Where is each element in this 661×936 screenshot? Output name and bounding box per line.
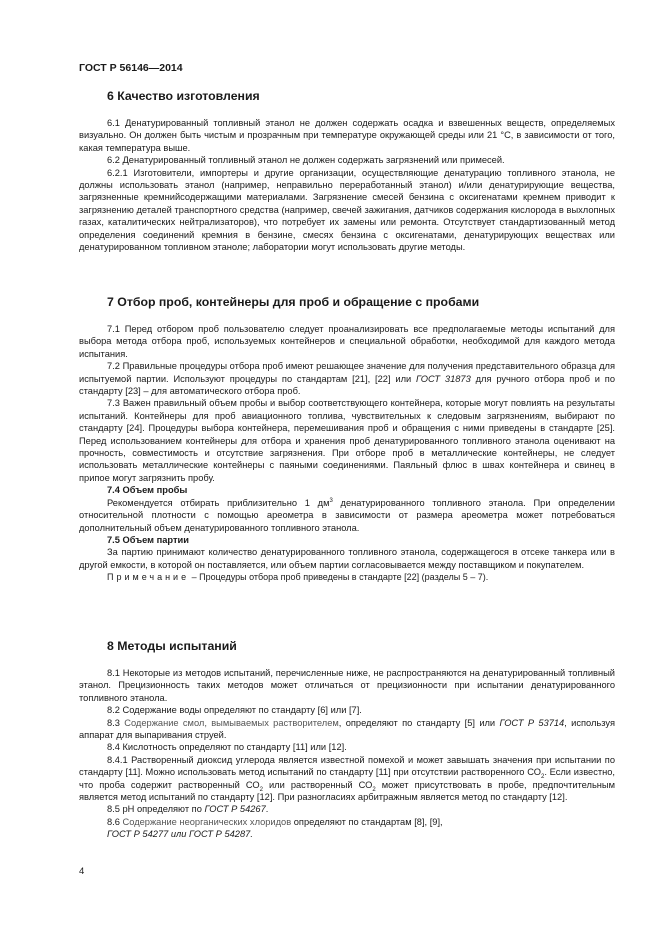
para-8-3: 8.3 Содержание смол, вымываемых растворителем, определяют по стандарту [5] или ГОСТ Р 53714, используя аппарат для выпаривания струей. — [79, 717, 615, 741]
para-7-1: 7.1 Перед отбором проб пользователю следует проанализировать все предполагаемые методы испытаний для выбора метода отбора проб, используемых контейнеров и специальной обработки, необходимой для каждого метода испытания. — [79, 324, 615, 359]
section-6-title: 6 Качество изготовления — [107, 89, 260, 103]
gost-r-54267-ref: ГОСТ Р 54267 — [204, 804, 266, 815]
para-7-2: 7.2 Правильные процедуры отбора проб имеют решающее значение для получения представительного образца для испытуемой партии. Используют процедуры по стандартам [21], [22] или ГОСТ 31873 для ручного отбора проб и по стандарту [23] – для автоматического отбора проб. — [79, 361, 615, 397]
para-8-2: 8.2 Содержание воды определяют по стандарту [6] или [7]. — [107, 705, 362, 716]
para-8-4-1: 8.4.1 Растворенный диоксид углерода является известной помехой и может завышать значения при испытании по стандарту [11]. Можно использовать метод испытаний по стандарту [11] при отсутствии растворенного $СО_2$. Если известно, что проба содержит растворенный $СО_2$ или растворенный $СО_2$ может присутствовать в пробе, предпочтительным является метод испытаний по стандарту [12]. При разногласиях арбитражным является метод по стандарту [12]. — [79, 754, 616, 803]
section-7-body — [79, 323, 615, 584]
note-label: Примечание — [107, 572, 190, 583]
para-7-4: Рекомендуется отбирать приблизительно 1 $дм^3$ денатурированного топливного этанола. При определении относительной плотности с помощью ареометра в зависимости от размера ареометра может потребоваться дополнительный объем денатурированного топливного этанола. — [79, 497, 616, 533]
para-8-1: 8.1 Некоторые из методов испытаний, перечисленные ниже, не распространяются на денатурированный топливный этанол. Прецизионность таких методов может отличаться от прецизионности при испытании денатурированного топливного этанола. — [79, 668, 615, 703]
para-6-2: 6.2 Денатурированный топливный этанол не должен содержать загрязнений или примесей. — [107, 155, 505, 166]
para-8-5: 8.5 pH определяют по ГОСТ Р 54267. — [107, 804, 269, 815]
document-header: ГОСТ Р 56146—2014 — [79, 62, 183, 74]
page-number: 4 — [79, 866, 85, 877]
para-6-2-1: 6.2.1 Изготовители, импортеры и другие организации, осуществляющие денатурацию топливного этанола, не должны использовать этанол (например, неправильно переработанный этанол) и/или денатурирующие вещества, загрязненные кремнийсодержащими материалами. Загрязнение смесей бензина с оксигенатами кремнем приводит к загрязнению деталей транспортного средства (например, свечей зажигания, датчиков содержания кислорода в выхлопных газах, каталитических нейтрализаторов), что потребует их замены или ремонта. Отсутствует стандартизованный метод определения соединений кремния в бензине, смесях бензина с оксигенатами, денатурирующих веществах или денатурированном топливном этаноле; лаборатории могут использовать другие методы. — [79, 167, 615, 253]
para-6-1: 6.1 Денатурированный топливный этанол не должен содержать осадка и взвешенных веществ, определяемых визуально. Он должен быть чистым и прозрачным при температуре окружающей среды или 21 °С, в зависимости от того, какая температура выше. — [79, 118, 615, 153]
para-8-6-cont: ГОСТ Р 54277 или ГОСТ Р 54287. — [107, 829, 253, 840]
para-7-5: За партию принимают количество денатурированного топливного этанола, содержащегося в отсеке танкера или в другой емкости, в которой он поставляется, или объем партии согласовывается между поставщиком и покупателем. — [79, 547, 615, 570]
para-8-6: 8.6 Содержание неорганических хлоридов определяют по стандартам [8], [9], — [107, 816, 443, 827]
section-7-title: 7 Отбор проб, контейнеры для проб и обращение с пробами — [107, 295, 480, 309]
gost-r-53714-ref: ГОСТ Р 53714 — [499, 717, 565, 728]
section-8-body — [79, 667, 615, 841]
section-6-body — [79, 117, 615, 253]
section-8-title: 8 Методы испытаний — [107, 639, 237, 653]
para-8-4: 8.4 Кислотность определяют по стандарту [11] или [12]. — [107, 742, 347, 753]
subsection-7-4-title: 7.4 Объем пробы — [107, 485, 188, 496]
gost-31873-ref: ГОСТ 31873 — [416, 373, 471, 384]
para-7-3: 7.3 Важен правильный объем пробы и выбор соответствующего контейнера, которые могут повлиять на результаты испытаний. Контейнеры для проб авиационного топлива, чувствительных к следовым загрязнениям, выбирают по стандарту [24]. Процедуры выбора контейнера, перемешивания проб и обращения с ними приведены в стандарте [25]. Перед использованием контейнеры для отбора и хранения проб денатурированного топливного этанола оценивают на прочность, совместимость и отсутствие загрязнения. При отборе проб в металлические контейнеры, не следует использовать металлические контейнеры с паяными соединениями. Паяльный флюс в швах контейнера и свинец в припое могут загрязнить пробу. — [79, 398, 615, 483]
note-7: Примечание – Процедуры отбора проб приведены в стандарте [22] (разделы 5 – 7). — [107, 572, 489, 583]
subsection-7-5-title: 7.5 Объем партии — [107, 534, 189, 545]
